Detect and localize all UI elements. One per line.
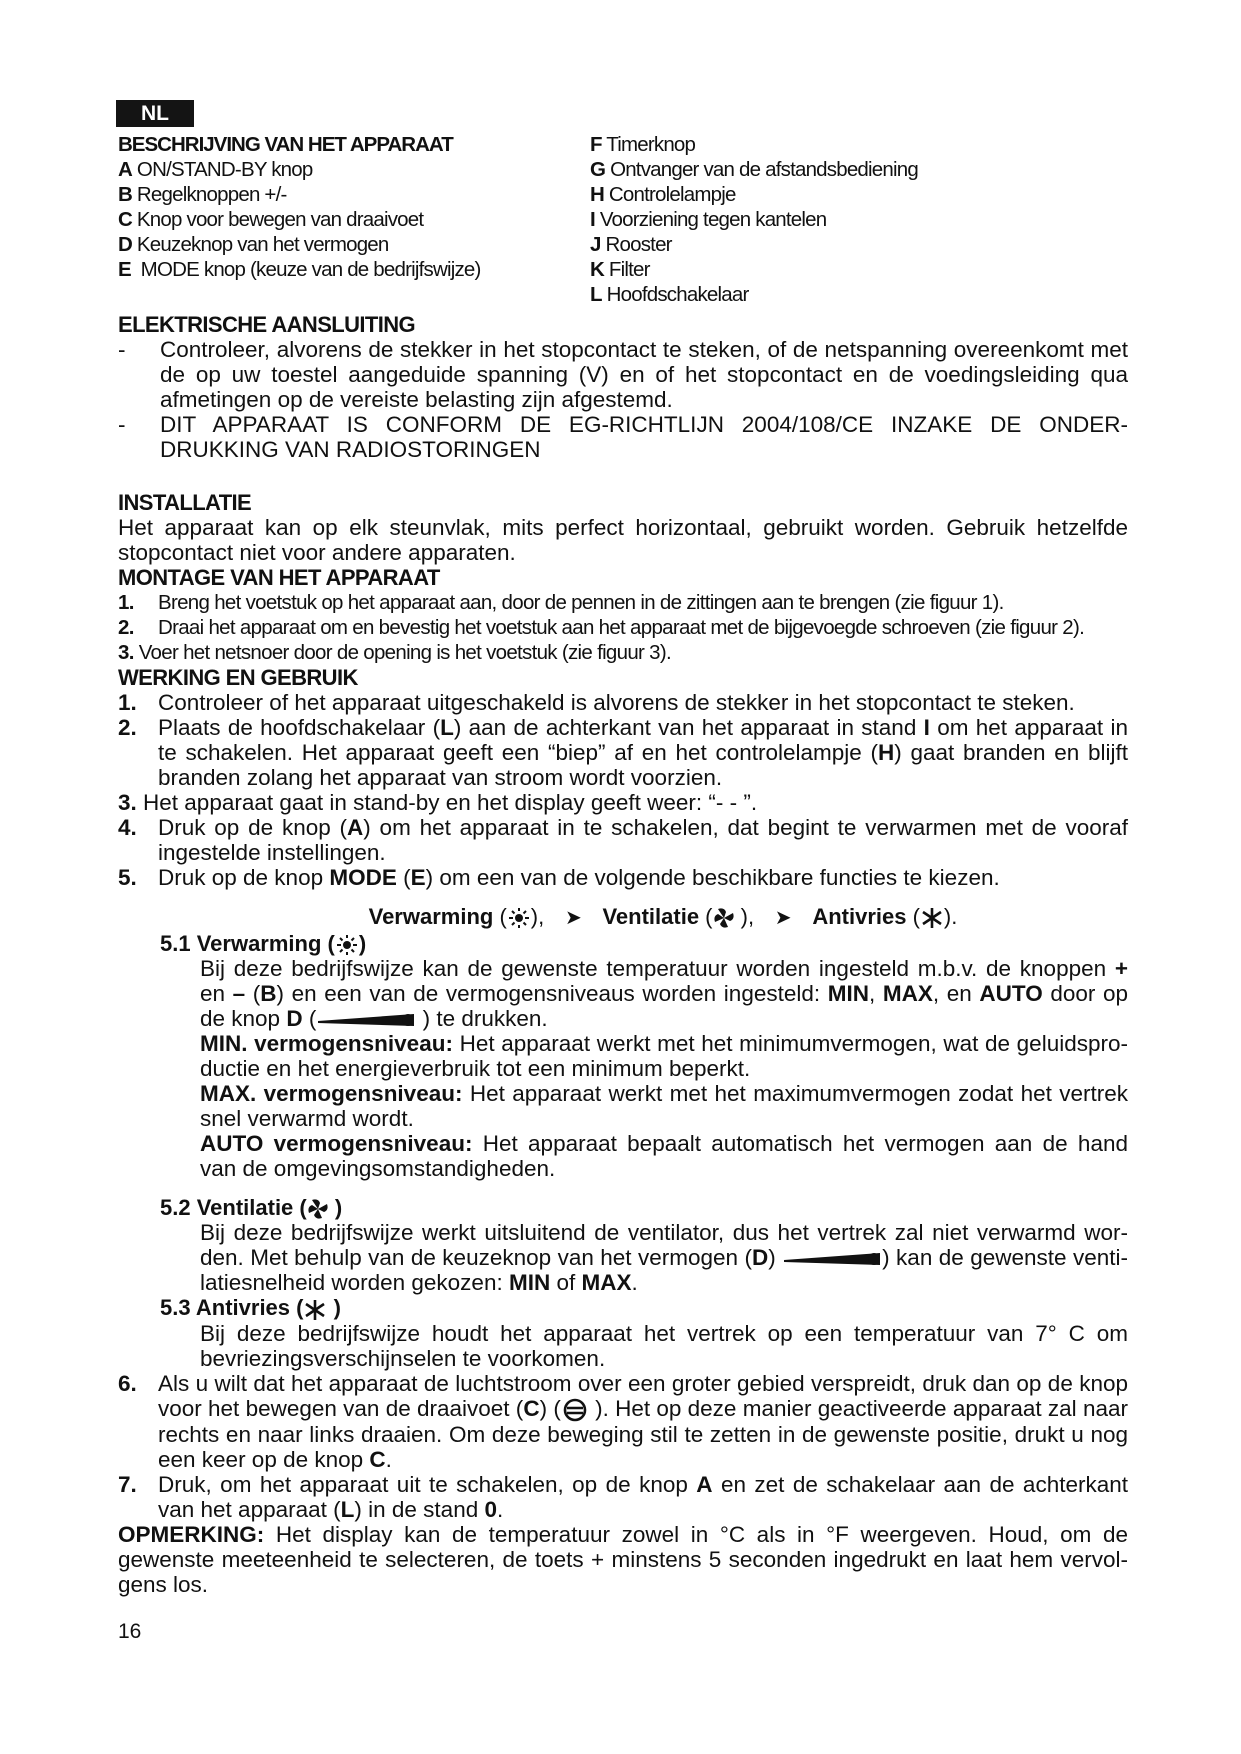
arrow-icon: ➤ (564, 907, 582, 929)
note-text: OPMERKING: Het display kan de temperatuur zowel in °C als in °F weergeven. Houd, om de gewenste meeteenheid te selecteren, de toets + minstens 5 seconden ingedrukt en laat hem vervol-gens los. (118, 1521, 1128, 1597)
list-item: 4. Druk op de knop (A) om het apparaat in te schakelen, dat begint te verwarmen met de vooraf ingestelde instellingen. (118, 815, 1128, 865)
subsection-ventilatie (118, 1195, 1128, 1295)
power-level-icon (316, 1012, 416, 1028)
auto-level-text: AUTO vermogensniveau: Het apparaat bepaalt automatisch het vermogen aan de hand van de omgevingsomstandigheden. (200, 1131, 1128, 1182)
arrow-icon: ➤ (774, 907, 792, 929)
part-item: H Controlelampje (590, 183, 736, 206)
list-item: 6. Als u wilt dat het apparaat de luchtstroom over een groter gebied verspreidt, druk dan op de knop voor het bewegen van de draaivoet (C) ( ). Het op deze manier geactiveerde apparaat zal naar rechts en naar links draaien. Om deze beweging stil te zetten in de gewenste positie, drukt u nog een keer op de knop C. (118, 1370, 1128, 1472)
installatie-text: Het apparaat kan op elk steunvlak, mits perfect horizontaal, gebruikt worden. Gebruik hetzelfde stopcontact niet voor andere apparaten. (118, 515, 1128, 565)
power-level-icon (782, 1251, 882, 1267)
list-item: 5. Druk op de knop MODE (E) om een van de volgende beschikbare functies te kiezen. (118, 865, 1000, 890)
subsection-body: Bij deze bedrijfswijze houdt het apparaat het vertrek op een temperatuur van 7° C om bevriezingsverschijnselen te voorkomen. (200, 1320, 1128, 1371)
part-item: F Timerknop (590, 133, 696, 156)
subsection-title: 5.1 Verwarming ( ) (160, 931, 367, 956)
list-item: - Controleer, alvorens de stekker in het stopcontact te steken, of de netspanning overeenkomt met de op uw toestel aangeduide spanning (V) en of het stopcontact en de voedingsleiding qua afmetingen op de vereiste belasting zijn afgestemd. (118, 337, 1128, 412)
part-item: E MODE knop (keuze van de bedrijfswijze) (118, 258, 481, 281)
snowflake-icon (920, 907, 944, 929)
language-badge: NL (116, 100, 194, 127)
part-item: J Rooster (590, 233, 672, 256)
section-title-werking: WERKING EN GEBRUIK (118, 665, 358, 690)
list-item: 1. Breng het voetstuk op het apparaat aan, door de pennen in de zittingen aan te brengen (zie figuur 1). (118, 591, 1004, 614)
part-item: D Keuzeknop van het vermogen (118, 233, 389, 256)
part-item: A ON/STAND-BY knop (118, 158, 313, 181)
fan-icon (307, 1198, 329, 1220)
snowflake-icon (303, 1299, 327, 1321)
subsection-body: Bij deze bedrijfswijze werkt uitsluitend de ventilator, dus het vertrek zal niet verwarmd wor-den. Met behulp van de keuzeknop van het vermogen (D) ) kan de gewenste venti-latiesnelheid worden gekozen: MIN of MAX. (200, 1220, 1128, 1296)
list-item: 3. Voer het netsnoer door de opening is het voetstuk (zie figuur 3). (118, 641, 671, 664)
part-item: C Knop voor bewegen van draaivoet (118, 208, 424, 231)
page-number: 16 (118, 1620, 142, 1643)
subsection-title: 5.2 Ventilatie ( ) (160, 1195, 343, 1221)
part-item: K Filter (590, 258, 650, 281)
fan-icon (713, 907, 735, 929)
list-item: 3. Het apparaat gaat in stand-by en het display geeft weer: “- - ”. (118, 790, 758, 815)
part-item: I Voorziening tegen kantelen (590, 208, 827, 231)
sun-icon (335, 934, 359, 956)
parts-list-left (118, 132, 588, 282)
list-item: 7. Druk, om het apparaat uit te schakelen, op de knop A en zet de schakelaar aan de achterkant van het apparaat (L) in de stand 0. (118, 1471, 1128, 1522)
parts-title: BESCHRIJVING VAN HET APPARAAT (118, 133, 453, 156)
section-title-elektrisch: ELEKTRISCHE AANSLUITING (118, 312, 416, 337)
subsection-body: Bij deze bedrijfswijze kan de gewenste temperatuur worden ingesteld m.b.v. de knoppen + en – (B) en een van de vermogensniveaus worden ingesteld: MIN, MAX, en AUTO door op de knop D ( ) te drukken. (200, 956, 1129, 1032)
min-level-text: MIN. vermogensniveau: Het apparaat werkt met het minimumvermogen, wat de geluidspro-ductie en het energieverbruik tot een minimum beperkt. (200, 1031, 1128, 1082)
list-item: 1. Controleer of het apparaat uitgeschakeld is alvorens de stekker in het stopcontact te steken. (118, 690, 1075, 715)
max-level-text: MAX. vermogensniveau: Het apparaat werkt met het maximumvermogen zodat het vertrek snel verwarmd wordt. (200, 1081, 1128, 1132)
subsection-antivries (118, 1295, 1128, 1370)
subsection-verwarming (118, 931, 1128, 1181)
parts-list-right (590, 132, 1110, 307)
subsection-title: 5.3 Antivries ( ) (160, 1295, 341, 1321)
body-text (118, 312, 1128, 1597)
list-item: 2. Draai het apparaat om en bevestig het voetstuk aan het apparaat met de bijgevoegde schroeven (zie figuur 2). (118, 616, 1085, 639)
oscillation-icon (561, 1398, 589, 1422)
part-item: G Ontvanger van de afstandsbediening (590, 158, 918, 181)
section-title-montage: MONTAGE VAN HET APPARAAT (118, 565, 440, 590)
part-item: L Hoofdschakelaar (590, 283, 749, 306)
sun-icon (507, 907, 531, 929)
modes-sequence: Verwarming ( ), ➤ Ventilatie ( ), ➤ Antivries ( ). (368, 904, 958, 929)
list-item: 2. Plaats de hoofdschakelaar (L) aan de achterkant van het apparaat in stand I om het apparaat in te schakelen. Het apparaat geeft een “biep” af en het controlelampje (H) gaat branden en blijft branden zolang het apparaat van stroom wordt voorzien. (118, 715, 1128, 790)
section-title-installatie: INSTALLATIE (118, 490, 252, 515)
list-item: - DIT APPARAAT IS CONFORM DE EG-RICHTLIJN 2004/108/CE INZAKE DE ONDER-DRUKKING VAN RADIOSTORINGEN (118, 412, 1128, 462)
part-item: B Regelknoppen +/- (118, 183, 287, 206)
